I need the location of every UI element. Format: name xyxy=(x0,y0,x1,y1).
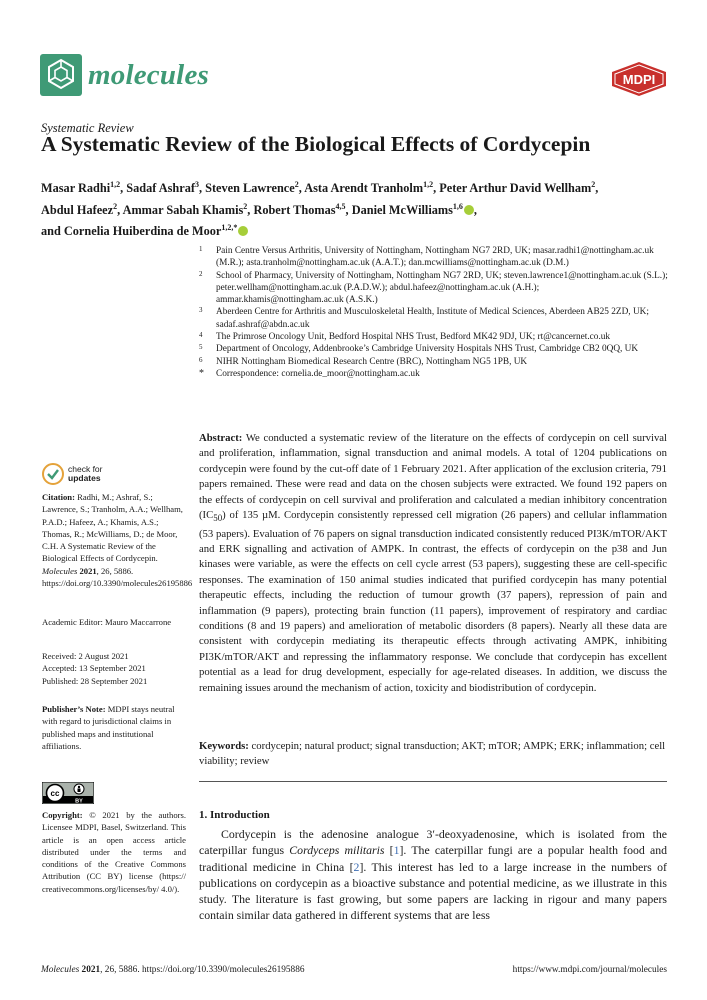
affiliation-text: NIHR Nottingham Biomedical Research Centre (BRC), Nottingham NG5 1PB, UK xyxy=(216,356,528,367)
academic-editor: Academic Editor: Mauro Maccarrone xyxy=(42,617,172,627)
author-name[interactable]: Abdul Hafeez xyxy=(41,202,114,217)
check-for-updates-button[interactable] xyxy=(42,463,103,485)
author-name[interactable]: Asta Arendt Tranholm xyxy=(304,181,424,196)
keywords-text: cordycepin; natural product; signal transduction; AKT; mTOR; AMPK; ERK; inflammation; cell viability; review xyxy=(199,740,666,768)
orcid-icon[interactable] xyxy=(464,205,474,215)
author-affiliation-sup: 1,2 xyxy=(110,180,121,189)
copyright-notice xyxy=(42,809,186,895)
author-list xyxy=(41,176,681,241)
citation-doi[interactable]: , 26, 5886. https://doi.org/10.3390/molecules26195886 xyxy=(42,565,193,589)
keywords xyxy=(199,739,667,770)
author-affiliation-sup: 4,5 xyxy=(335,201,346,211)
intro-text: Cordycepin is the adenosine analogue 3′-deoxyadenosine, which is isolated from the caterpillar fungus xyxy=(199,827,667,858)
check-for-updates-icon xyxy=(42,463,64,485)
section-divider xyxy=(199,781,667,782)
citation-text: Radhi, M.; Ashraf, S.; Lawrence, S.; Tranholm, A.A.; Wellham, P.A.D.; Hafeez, A.; Khamis, A.S.; Thomas, R.; McWilliams, D.; de Moor, C.H. A Systematic Review of the Biological Effects of Cordycepin. xyxy=(42,492,183,564)
page-title: A Systematic Review of the Biological Effects of Cordycepin xyxy=(41,132,591,156)
affiliation-number: 1 xyxy=(199,245,203,253)
affiliation-list xyxy=(199,245,669,380)
copyright-label: Copyright: xyxy=(42,810,83,820)
affiliation-text: Pain Centre Versus Arthritis, University of Nottingham, Nottingham NG7 2RD, UK; masar.radhi1@nottingham.ac.uk (M.R.); asta.tranholm@nottingham.ac.uk (A.A.T.); dan.mcwilliams@nottingham.ac.uk (D.M.) xyxy=(216,246,654,269)
author-affiliation-sup: 1,6 xyxy=(452,201,463,211)
affiliation-number: 2 xyxy=(199,269,203,278)
author-affiliation-sup: 3 xyxy=(194,180,199,189)
affiliation-number: * xyxy=(199,367,204,379)
abstract-label: Abstract: xyxy=(199,432,243,444)
author-name[interactable]: Robert Thomas xyxy=(253,202,336,217)
footer-journal-url[interactable]: https://www.mdpi.com/journal/molecules xyxy=(512,965,667,975)
affiliation-text: Aberdeen Centre for Arthritis and Musculoskeletal Health, Institute of Medical Sciences, Aberdeen AB25 2ZD, UK; sadaf.ashraf@abdn.ac.uk xyxy=(216,307,649,330)
author-affiliation-sup: 2 xyxy=(113,201,118,211)
published-date: Published: 28 September 2021 xyxy=(42,675,148,686)
author-affiliation-sup: 2 xyxy=(294,180,299,189)
author-name[interactable]: Ammar Sabah Khamis xyxy=(122,202,244,217)
footer-citation xyxy=(41,965,305,975)
citation-box xyxy=(42,491,193,589)
author-conjunction: and xyxy=(41,224,61,239)
affiliation-item xyxy=(199,306,669,331)
abstract-text: We conducted a systematic review of the literature on the effects of cordycepin on cell survival and proliferation, inflammation, signal transduction and animal models. A total of 1204 publications on cordycepin were found by the cut-off date of 1 February 2021. After application of the exclusion criteria, 791 papers remained. These were read and data on the chosen subjects were extracted. We found 192 papers on the effects of cordycepin on cell survival and proliferation and calculated a median inhibitory concentration (IC xyxy=(199,432,667,522)
reference-link[interactable]: 1 xyxy=(393,843,400,858)
author-line: Abdul Hafeez$^2$, Ammar Sabah Khamis$^2$, Robert Thomas$^{4,5}$, Daniel McWilliams$^{1,6}$ , xyxy=(41,201,477,217)
citation-journal: Molecules xyxy=(42,565,78,576)
author-line: Masar Radhi$^{1,2}$, Sadaf Ashraf$^3$, Steven Lawrence$^2$, Asta Arendt Tranholm$^{1,2}$, Peter Arthur David Wellham$^2$, xyxy=(41,180,599,196)
article-type: Systematic Review xyxy=(41,121,134,135)
keywords-label: Keywords: xyxy=(199,740,249,752)
cc-label: cc xyxy=(50,789,60,798)
copyright-text: © 2021 by the authors. Licensee MDPI, Basel, Switzerland. This article is an open access article distributed under the terms and conditions of the Creative Commons Attribution (CC BY) license (https:// creativecommons.org/licenses/by/ 4.0/). xyxy=(42,810,186,894)
check-label: check for xyxy=(68,464,103,474)
affiliation-text: Correspondence: cornelia.de_moor@nottingham.ac.uk xyxy=(216,368,420,379)
footer-year: 2021 xyxy=(81,965,101,975)
author-affiliation-sup: 1,2 xyxy=(423,180,434,189)
mdpi-logo-icon[interactable] xyxy=(612,62,666,96)
affiliation-number: 5 xyxy=(199,343,203,352)
accepted-date: Accepted: 13 September 2021 xyxy=(42,663,146,674)
orcid-icon[interactable] xyxy=(238,226,248,236)
intro-text: ]. This interest has led to a large increase in the numbers of publications on cordycepin as a bioactive substance and potential medicine, as we illustrate in this study. The literature is fast growing, but some papers are lacking in rigour and many papers contain similar data gathered in different systems that are less xyxy=(199,859,667,923)
abstract xyxy=(199,431,667,696)
affiliation-item xyxy=(199,331,669,343)
affiliation-number: 6 xyxy=(199,355,203,364)
author-name[interactable]: Steven Lawrence xyxy=(205,181,295,196)
affiliation-text: Department of Oncology, Addenbrooke’s Cambridge University Hospitals NHS Trust, Cambridge CB2 0QQ, UK xyxy=(216,344,639,355)
author-line xyxy=(41,219,681,241)
intro-text: [ xyxy=(384,843,394,858)
author-name[interactable]: Masar Radhi xyxy=(41,181,111,196)
section-heading-introduction: 1. Introduction xyxy=(199,809,270,821)
author-affiliation-sup: 1,2,* xyxy=(221,223,238,233)
affiliation-item xyxy=(199,368,669,380)
author-affiliation-sup: 2 xyxy=(243,201,248,211)
affiliation-text: The Primrose Oncology Unit, Bedford Hospital NHS Trust, Bedford MK42 9DJ, UK; rt@cancernet.co.uk xyxy=(216,332,611,343)
publication-dates xyxy=(42,650,186,687)
citation-label: Citation: xyxy=(42,492,75,502)
footer-doi[interactable]: , 26, 5886. https://doi.org/10.3390/molecules26195886 xyxy=(100,965,305,975)
abstract-text-cont: ) of 135 µM. Cordycepin consistently repressed cell migration (26 papers) and cellular inflammation (53 papers). Evaluation of 76 papers on signal transduction indicated consistently reduced PI3K/mTOR/AKT and ERK signalling and activation of AMPK. In contrast, the effects of cordycepin on the p38 and Jun kinases were variable, as were the effects on cell cycle arrest (53 papers), suggesting these are cell-specific responses. The examination of 150 animal studies indicated that purified cordycepin has many potential therapeutic effects, including the reduction of tumour growth (37 papers), repression of pain and inflammation (9 papers), protecting brain function (11 papers), improvement of respiratory and cardiac conditions (8 and 19 papers) and amelioration of metabolic disorders (8 papers). Nearly all these data are consistent with cordycepin mediating its therapeutic effects through activating AMPK, inhibiting PI3K/mTOR/AKT and repressing the inflammatory response. We conclude that cordycepin has excellent potential as a lead for drug development, especially for age-related diseases. In addition, we discuss the remaining issues around the mechanism of action, toxicity and biodistribution of cordycepin. xyxy=(199,509,667,694)
citation-year: 2021 xyxy=(79,565,97,576)
affiliation-item xyxy=(199,270,669,307)
affiliation-number: 3 xyxy=(199,306,203,315)
species-name: Cordyceps militaris xyxy=(289,843,385,858)
journal-logo[interactable] xyxy=(40,54,209,96)
affiliation-number: 4 xyxy=(199,331,203,340)
author-name[interactable]: Daniel McWilliams xyxy=(351,202,453,217)
mdpi-logo-text: MDPI xyxy=(622,72,656,87)
author-name[interactable]: Sadaf Ashraf xyxy=(126,181,195,196)
affiliation-item xyxy=(199,245,669,270)
cc-by-label: BY xyxy=(75,798,83,804)
affiliation-text: School of Pharmacy, University of Nottingham, Nottingham NG7 2RD, UK; steven.lawrence1@nottingham.ac.uk (S.L.); peter.wellham@nottingham.ac.uk (P.A.D.W.); abdul.hafeez@nottingham.ac.uk (A.H.); ammar.khamis@nottingham.ac.uk (A.S.K.) xyxy=(216,270,668,306)
intro-text: ]. The caterpillar fungi are a popular health food and traditional medicine in China [ xyxy=(199,843,667,874)
affiliation-item xyxy=(199,356,669,368)
molecules-logo-icon xyxy=(40,54,82,96)
cc-license-icon[interactable] xyxy=(42,782,94,804)
author-name[interactable]: Peter Arthur David Wellham xyxy=(439,181,592,196)
abstract-subscript: 50 xyxy=(213,513,223,524)
reference-link[interactable]: 2 xyxy=(353,859,360,874)
author-affiliation-sup: 2 xyxy=(591,180,596,189)
journal-name: molecules xyxy=(88,58,210,91)
publisher-note-label: Publisher’s Note: xyxy=(42,704,106,714)
check-label-bold: updates xyxy=(68,473,101,483)
affiliation-item xyxy=(199,343,669,355)
publisher-note-text: MDPI stays neutral with regard to jurisdictional claims in published maps and institutional affiliations. xyxy=(42,704,175,751)
introduction-paragraph xyxy=(199,826,667,924)
footer-journal: Molecules xyxy=(41,965,80,975)
received-date: Received: 2 August 2021 xyxy=(42,651,129,661)
author-name[interactable]: Cornelia Huiberdina de Moor xyxy=(63,224,222,239)
publisher-note xyxy=(42,703,186,752)
